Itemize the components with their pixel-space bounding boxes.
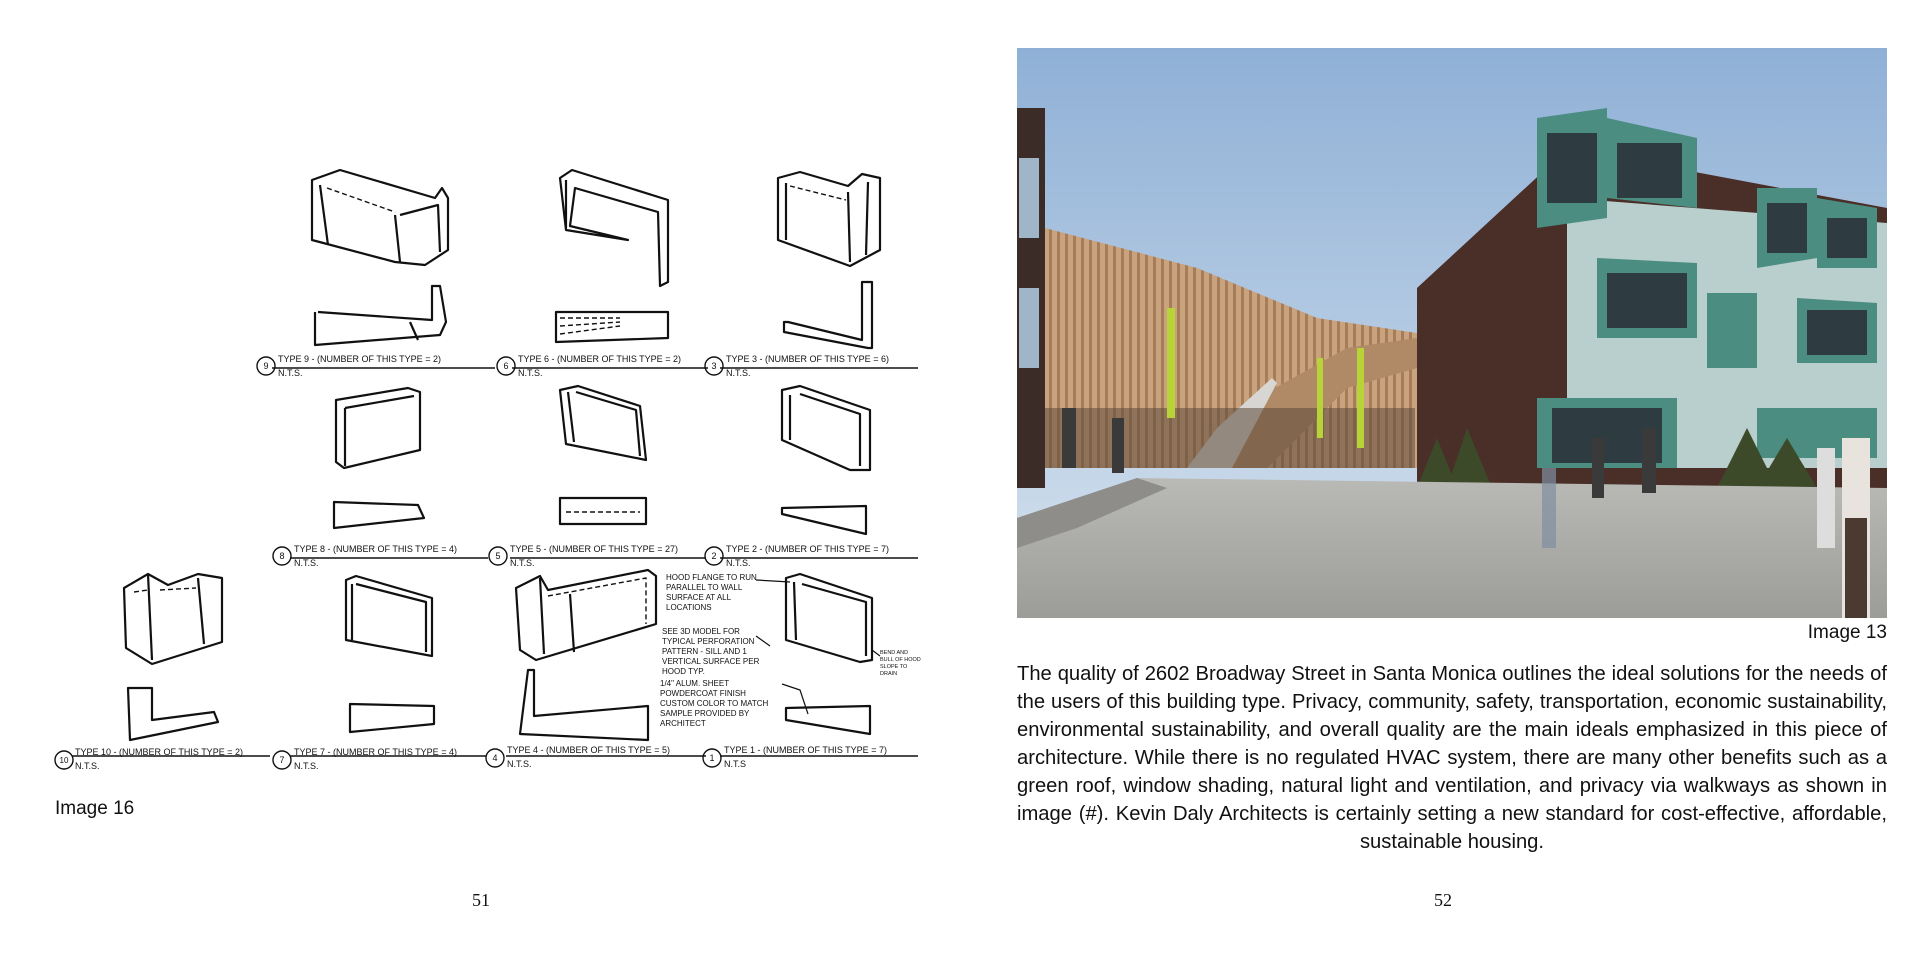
type-9-number: 9 xyxy=(263,361,269,371)
type-7-scale: N.T.S. xyxy=(294,761,319,771)
image-13-caption: Image 13 xyxy=(1807,622,1887,643)
type-6-number: 6 xyxy=(503,361,509,371)
type-5-isometric xyxy=(560,386,646,460)
building-photo xyxy=(1017,48,1887,618)
note-alum-sheet-2: POWDERCOAT FINISH xyxy=(660,689,746,698)
type-2-isometric xyxy=(782,386,870,470)
type-8-isometric xyxy=(336,388,420,468)
note-hood-flange-4: LOCATIONS xyxy=(666,603,712,612)
type-8-label: TYPE 8 - (NUMBER OF THIS TYPE = 4) xyxy=(294,544,457,554)
type-6-scale: N.T.S. xyxy=(518,368,543,378)
type-4-section xyxy=(520,670,648,740)
type-4-scale: N.T.S. xyxy=(507,759,532,769)
type-9-scale: N.T.S. xyxy=(278,368,303,378)
type-10-number: 10 xyxy=(59,756,69,765)
page-number-right: 52 xyxy=(1434,890,1452,910)
type-10-isometric xyxy=(124,574,222,664)
type-2-label: TYPE 2 - (NUMBER OF THIS TYPE = 7) xyxy=(726,544,889,554)
type-5-label: TYPE 5 - (NUMBER OF THIS TYPE = 27) xyxy=(510,544,678,554)
type-10-section xyxy=(128,688,218,740)
type-6-isometric xyxy=(560,170,668,286)
type-10-scale: N.T.S. xyxy=(75,761,100,771)
type-7-label: TYPE 7 - (NUMBER OF THIS TYPE = 4) xyxy=(294,747,457,757)
note-see-model-4: VERTICAL SURFACE PER xyxy=(662,657,760,666)
note-alum-sheet-1: 1/4" ALUM. SHEET xyxy=(660,679,730,688)
note-hood-flange-2: PARALLEL TO WALL xyxy=(666,583,743,592)
page-number-left: 51 xyxy=(472,890,490,910)
type-1-isometric xyxy=(786,574,872,662)
note-see-model-5: HOOD TYP. xyxy=(662,667,705,676)
type-3-section xyxy=(784,282,872,348)
type-1-number: 1 xyxy=(709,753,715,763)
type-3-scale: N.T.S. xyxy=(726,368,751,378)
note-bend-1: BEND AND xyxy=(880,650,909,656)
type-7-number: 7 xyxy=(279,755,285,765)
type-4-number: 4 xyxy=(492,753,498,763)
type-5-scale: N.T.S. xyxy=(510,558,535,568)
type-1-section xyxy=(786,706,870,734)
note-see-model-2: TYPICAL PERFORATION xyxy=(662,637,755,646)
type-9-label: TYPE 9 - (NUMBER OF THIS TYPE = 2) xyxy=(278,354,441,364)
note-hood-flange-1: HOOD FLANGE TO RUN xyxy=(666,573,757,582)
type-3-isometric xyxy=(778,172,880,266)
right-page xyxy=(960,0,1920,960)
type-8-section xyxy=(334,502,424,528)
type-7-section xyxy=(350,704,434,732)
type-2-section xyxy=(782,506,866,534)
note-bend-2: BULL OF HOOD xyxy=(880,657,921,663)
type-6-label: TYPE 6 - (NUMBER OF THIS TYPE = 2) xyxy=(518,354,681,364)
type-10-label: TYPE 10 - (NUMBER OF THIS TYPE = 2) xyxy=(75,747,243,757)
image-16-caption: Image 16 xyxy=(55,798,135,819)
note-alum-sheet-4: SAMPLE PROVIDED BY xyxy=(660,709,750,718)
note-bend-3: SLOPE TO xyxy=(880,664,908,670)
type-9-section xyxy=(315,286,446,345)
type-9-isometric xyxy=(312,170,448,265)
type-5-section xyxy=(560,498,646,524)
type-1-label: TYPE 1 - (NUMBER OF THIS TYPE = 7) xyxy=(724,745,887,755)
type-8-scale: N.T.S. xyxy=(294,558,319,568)
note-alum-sheet-5: ARCHITECT xyxy=(660,719,706,728)
type-4-isometric xyxy=(516,570,656,660)
note-alum-sheet-3: CUSTOM COLOR TO MATCH xyxy=(660,699,769,708)
type-6-section xyxy=(556,312,668,342)
type-7-isometric xyxy=(346,576,432,656)
note-hood-flange-3: SURFACE AT ALL xyxy=(666,593,732,602)
note-see-model-1: SEE 3D MODEL FOR xyxy=(662,627,740,636)
type-2-scale: N.T.S. xyxy=(726,558,751,568)
note-bend-4: DRAIN xyxy=(880,671,898,677)
type-2-number: 2 xyxy=(711,551,717,561)
body-paragraph: The quality of 2602 Broadway Street in Santa Monica outlines the ideal solutions for the needs of the users of this building type. Privacy, community, safety, transportation, economic sustainability, environmental sustainability, and overall quality are the main ideals emphasized in this piece of architecture. While there is no regulated HVAC system, there are many other benefits such as a green roof, window shading, natural light and ventilation, and privacy via walkways as shown in image (#). Kevin Daly Architects is certainly setting a new standard for cost-effective, affordable, sustainable housing. xyxy=(1017,663,1887,853)
type-5-number: 5 xyxy=(495,551,501,561)
type-4-label: TYPE 4 - (NUMBER OF THIS TYPE = 5) xyxy=(507,745,670,755)
type-8-number: 8 xyxy=(279,551,285,561)
type-3-label: TYPE 3 - (NUMBER OF THIS TYPE = 6) xyxy=(726,354,889,364)
note-see-model-3: PATTERN - SILL AND 1 xyxy=(662,647,747,656)
window-hood-detail-drawing xyxy=(0,0,960,800)
type-1-scale: N.T.S xyxy=(724,759,747,769)
type-3-number: 3 xyxy=(711,361,717,371)
